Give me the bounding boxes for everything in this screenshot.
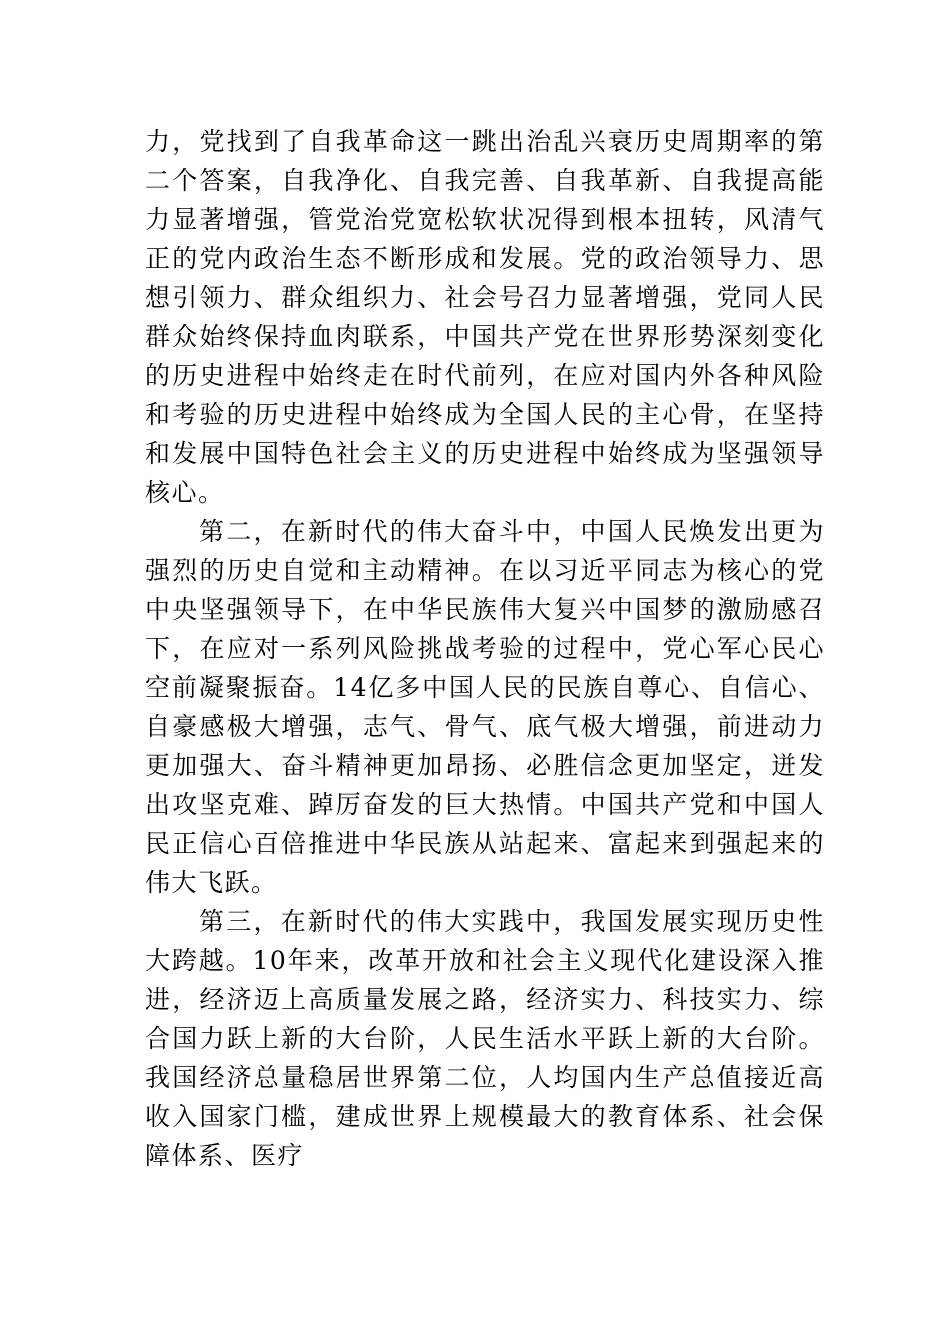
body-text <box>145 122 825 1175</box>
paragraph-third: 第三，在新时代的伟大实践中，我国发展实现历史性大跨越。10年来，改革开放和社会主义现代化建设深入推进，经济迈上高质量发展之路，经济实力、科技实力、综合国力跃上新的大台阶，人民生活水平跃上新的大台阶。我国经济总量稳居世界第二位，人均国内生产总值接近高收入国家门槛，建成世界上规模最大的教育体系、社会保障体系、医疗 <box>145 907 825 1170</box>
paragraph-continuation: 力，党找到了自我革命这一跳出治乱兴衰历史周期率的第二个答案，自我净化、自我完善、自我革新、自我提高能力显著增强，管党治党宽松软状况得到根本扭转，风清气正的党内政治生态不断形成和发展。党的政治领导力、思想引领力、群众组织力、社会号召力显著增强，党同人民群众始终保持血肉联系，中国共产党在世界形势深刻变化的历史进程中始终走在时代前列，在应对国内外各种风险和考验的历史进程中始终成为全国人民的主心骨，在坚持和发展中国特色社会主义的历史进程中始终成为坚强领导核心。 <box>145 127 825 507</box>
paragraph-second: 第二，在新时代的伟大奋斗中，中国人民焕发出更为强烈的历史自觉和主动精神。在以习近平同志为核心的党中央坚强领导下，在中华民族伟大复兴中国梦的激励感召下，在应对一系列风险挑战考验的过程中，党心军心民心空前凝聚振奋。14亿多中国人民的民族自尊心、自信心、自豪感极大增强，志气、骨气、底气极大增强，前进动力更加强大、奋斗精神更加昂扬、必胜信念更加坚定，迸发出攻坚克难、踔厉奋发的巨大热情。中国共产党和中国人民正信心百倍推进中华民族从站起来、富起来到强起来的伟大飞跃。 <box>145 517 825 897</box>
